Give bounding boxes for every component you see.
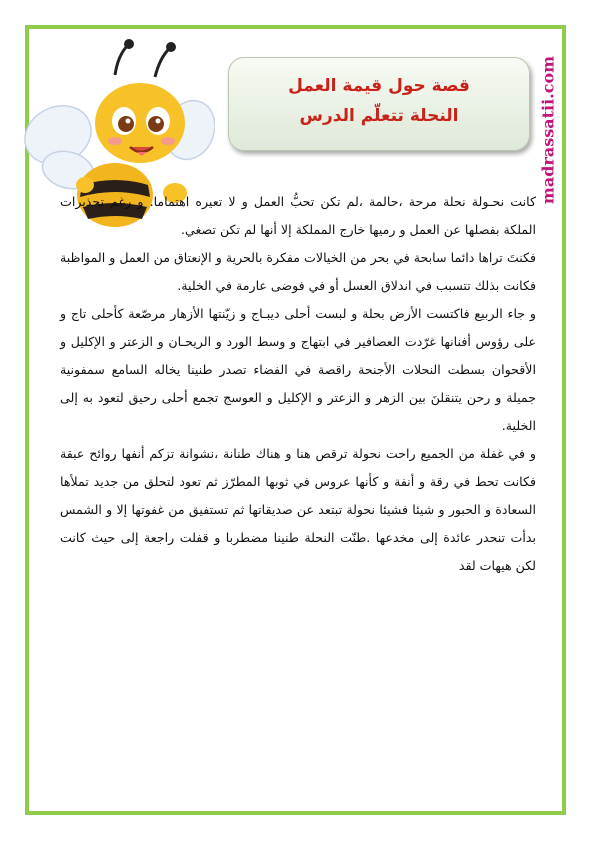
story-paragraph: و جاء الربيع فاكتست الأرض بحلة و لبست أحلى ديبـاج و زيّنتها الأزهار مرصّعة كأحلى تاج و على رؤوس أفنانها غرّدت العصافير في ابتهاج و وسط الورد و الريحـان و الزعتر و الإكليل و الأقحوان بسطت النحلات الأجنحة راقصة في الفضاء تصدر طنينا يخاله السامع سمفونية جميلة و رحن يتنقلنَ بين الزهر و الزعتر و الإكليل و العوسج تجمع أحلى رحيق لتعود به إلى الخلية. — [60, 306, 536, 433]
title-sub: النحلة تتعلّم الدرس — [299, 106, 459, 126]
story-paragraph: و في غفلة من الجميع راحت نحولة ترقص هنا و هناك طنانة ،نشوانة تزكم أنفها روائح عبقة فكانت تحط في رقة و أنفة و كأنها عروس في ثوبها المطرّز ثم تعود لتحلق من جديد تملأها السعادة و الحبور و شيئا فشيئا نحولة تبتعد عن صديقاتها ثم تستفيق من غفوتها إلا و الشمس بدأت تنحدر عائدة إلى مخدعها .طنّت النحلة طنينا مضطربا و قفلت راجعة إلى حيث كانت لكن هيهات لقد — [60, 446, 536, 573]
story-text — [60, 188, 536, 580]
title-box — [228, 57, 530, 151]
site-watermark — [537, 40, 561, 220]
site-watermark-text: madrassatii.com — [538, 55, 558, 205]
story-paragraph: فكنتَ تراها دائما سابحة في بحر من الخيالات مفكرة بالحرية و الإنعتاق من العمل و المواظبة فكانت بذلك تتسبب في اندلاق العسل أو في فوضى عارمة في الخلية. — [60, 250, 536, 293]
story-paragraph: كانت نحـولة نحلة مرحة ،حالمة ،لم تكن تحبُّ العمل و لا تعيره اهتماما. و رغم تحذيرات الملكة بفصلها عن العمل و رميها خارج المملكة إلا أنها لم تكن تصغي. — [60, 194, 536, 237]
title-main: قصة حول قيمة العمل — [288, 76, 470, 96]
